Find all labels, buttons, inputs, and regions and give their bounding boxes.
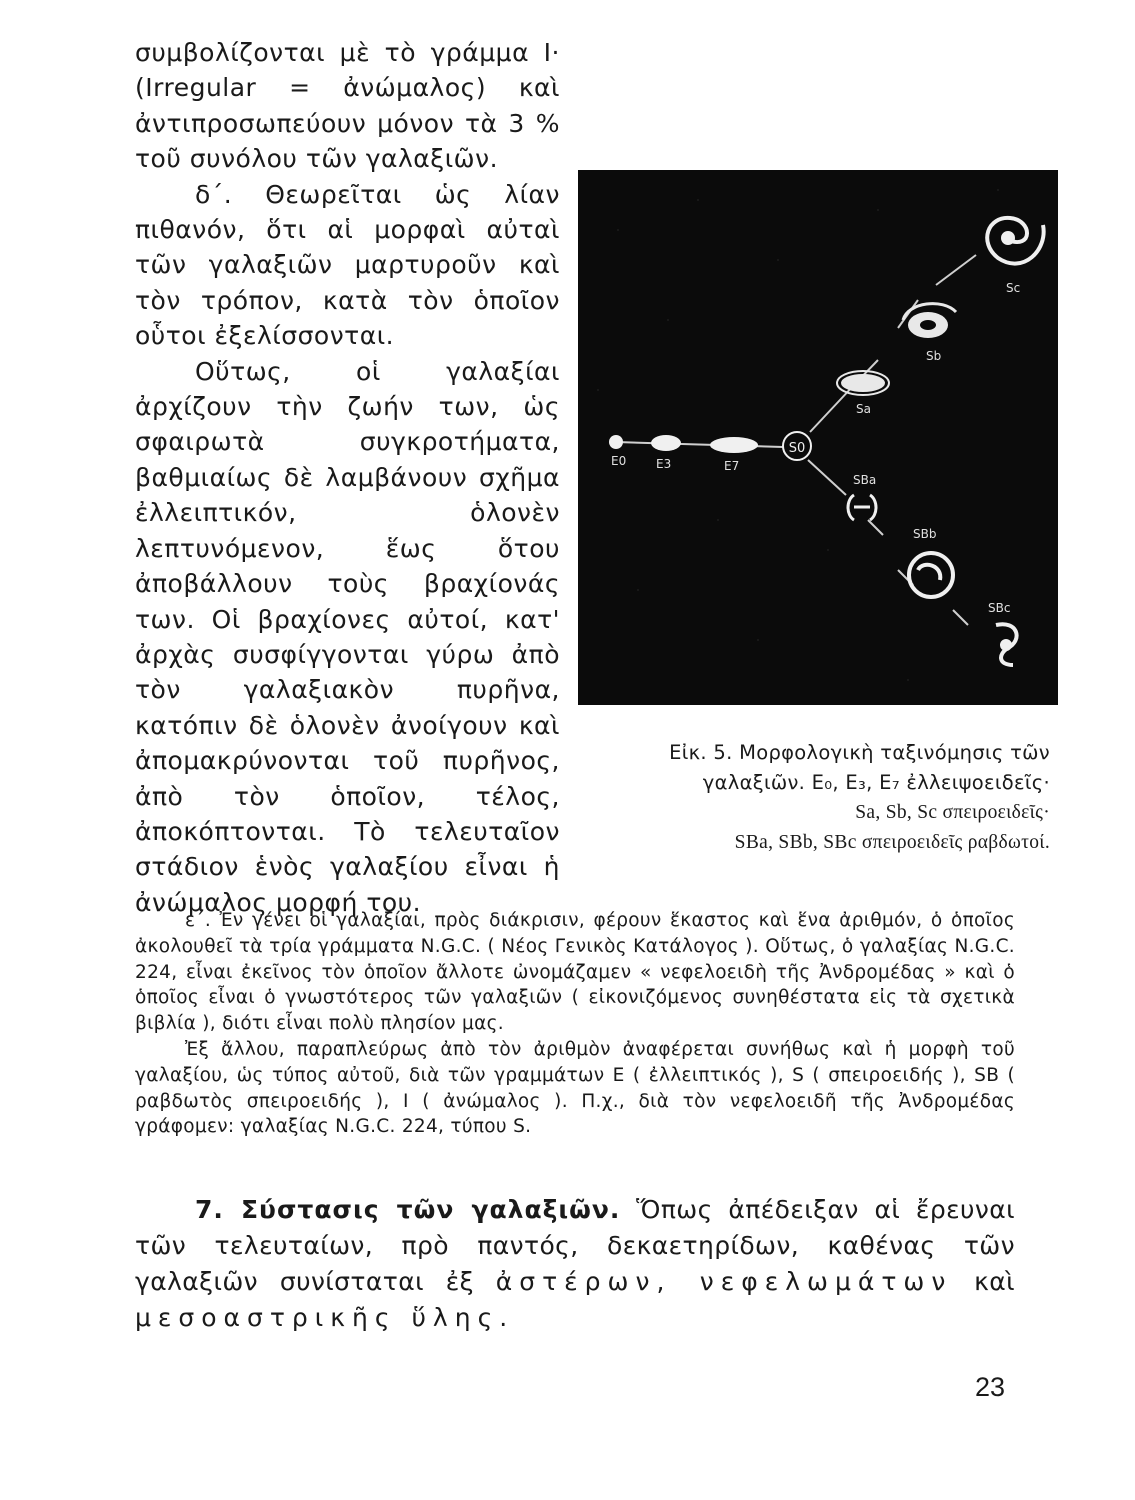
e0-label: E0 (611, 454, 627, 468)
s0-label: S0 (788, 441, 806, 456)
paragraph-type-notation: Ἐξ ἄλλου, παραπλεύρως ἀπὸ τὸν ἀριθμὸν ἀναφέρεται συνήθως καὶ ἡ μορφὴ τοῦ γαλαξίου, ὡς τύπος αὐτοῦ, διὰ τῶν γραμμάτων E ( ἐλλειπτικός ), S ( σπειροειδής ), SB ( ραβδωτὸς σπειροειδής ), I ( ἀνώμαλος ). Π.χ., διὰ τὸν νεφελοειδῆ τῆς Ἀνδρομέδας γράφομεν: γαλαξίας N.G.C. 224, τύπου S. (135, 1038, 1015, 1138)
paragraph-evolution: Οὕτως, οἱ γαλαξίαι ἀρχίζουν τὴν ζωήν των, ὡς σφαιρωτὰ συγκροτήματα, βαθμιαίως δὲ λαμβάνουν σχῆμα ἐλλειπτικόν, ὁλονὲν λεπτυνόμενον, ἕως ὅτου ἀποβάλλουν τοὺς βραχίονάς των. Οἱ βραχίονες αὐτοί, κατ' ἀρχὰς συσφίγγονται γύρω ἀπὸ τὸν γαλαξιακὸν πυρῆνα, κατόπιν δὲ ὁλονὲν ἀνοίγουν καὶ ἀπομακρύνονται τοῦ πυρῆνος, ἀπὸ τὸν ὁποῖον, τέλος, ἀποκόπτονται. Τὸ τελευταῖον στάδιον ἑνὸς γαλαξίου εἶναι ἡ ἀνώμαλος μορφή του. (135, 356, 560, 917)
sbb-label: SBb (913, 527, 937, 541)
e0-galaxy (609, 435, 623, 449)
small-print-section (135, 908, 1015, 1140)
section-spaced-1: ἀστέρων, νεφελωμάτων (495, 1267, 953, 1296)
e3-galaxy (651, 435, 681, 451)
left-text-column (135, 35, 560, 920)
caption-line-1: Εἰκ. 5. Μορφολογικὴ ταξινόμησις τῶν (669, 741, 1050, 764)
section-spaced-2: μεσοαστρικῆς ὕλης. (135, 1303, 515, 1332)
page-number: 23 (974, 1372, 1005, 1402)
e3-label: E3 (656, 457, 672, 471)
sb-label: Sb (926, 349, 942, 363)
paragraph-epsilon: ε΄. Ἐν γένει οἱ γαλαξίαι, πρὸς διάκρισιν, φέρουν ἕκαστος καὶ ἕνα ἀριθμόν, ὁ ὁποῖος ἀκολουθεῖ τὰ τρία γράμματα N.G.C. ( Νέος Γενικὸς Κατάλογος ). Οὕτως, ὁ γαλαξίας N.G.C. 224, εἶναι ἐκεῖνος τὸν ὁποῖον ἄλλοτε ὠνομάζαμεν « νεφελοειδὴ τῆς Ἀνδρομέδας » καὶ ὁ ὁποῖος εἶναι ὁ γνωστότερος τῶν γαλαξιῶν ( εἰκονιζόμενος συνηθέστατα εἰς τὰ σχετικὰ βιβλία ), διότι εἶναι πολὺ πλησίον μας. (135, 910, 1015, 1035)
paragraph-irregular: συμβολίζονται μὲ τὸ γράμμα I· (Irregular = ἀνώμαλος) καὶ ἀντιπροσωπεύουν μόνον τὰ 3 % τοῦ συνόλου τῶν γαλαξιῶν. (135, 38, 560, 174)
section-7-paragraph (135, 1192, 1015, 1336)
sa-label: Sa (856, 402, 871, 416)
e7-label: E7 (724, 459, 740, 473)
sba-label: SBa (853, 473, 877, 487)
caption-line-2: γαλαξιῶν. E₀, E₃, E₇ ἐλλειψοειδεῖς· (702, 771, 1050, 794)
section-text-b: καὶ (974, 1267, 1015, 1296)
caption-line-3: Sa, Sb, Sc σπειροειδεῖς· (855, 802, 1050, 823)
section-text-a: Ὅπως ἀπέδειξαν αἱ ἔρευναι τῶν τελευταίων, πρὸ παντός, δεκαετηρίδων, καθένας τῶν γαλαξιῶν συνίσταται ἐξ (135, 1195, 1015, 1296)
sc-label: Sc (1006, 281, 1021, 295)
sbc-label: SBc (988, 601, 1011, 615)
galaxy-classification-figure (578, 170, 1058, 705)
figure-caption (560, 738, 1050, 858)
paragraph-delta: δ΄. Θεωρεῖται ὡς λίαν πιθανόν, ὅτι αἱ μορφαὶ αὐταὶ τῶν γαλαξιῶν μαρτυροῦν καὶ τὸν τρόπον, κατὰ τὸν ὁποῖον οὗτοι ἐξελίσσονται. (135, 179, 560, 351)
section-7 (135, 1192, 1015, 1336)
e7-galaxy (710, 437, 758, 453)
caption-line-4: SBa, SBb, SBc σπειροειδεῖς ραβδωτοί. (734, 832, 1050, 853)
sa-galaxy (841, 374, 885, 392)
section-heading: 7. Σύστασις τῶν γαλαξιῶν. (195, 1195, 621, 1224)
hubble-tuning-fork-diagram (578, 170, 1058, 705)
